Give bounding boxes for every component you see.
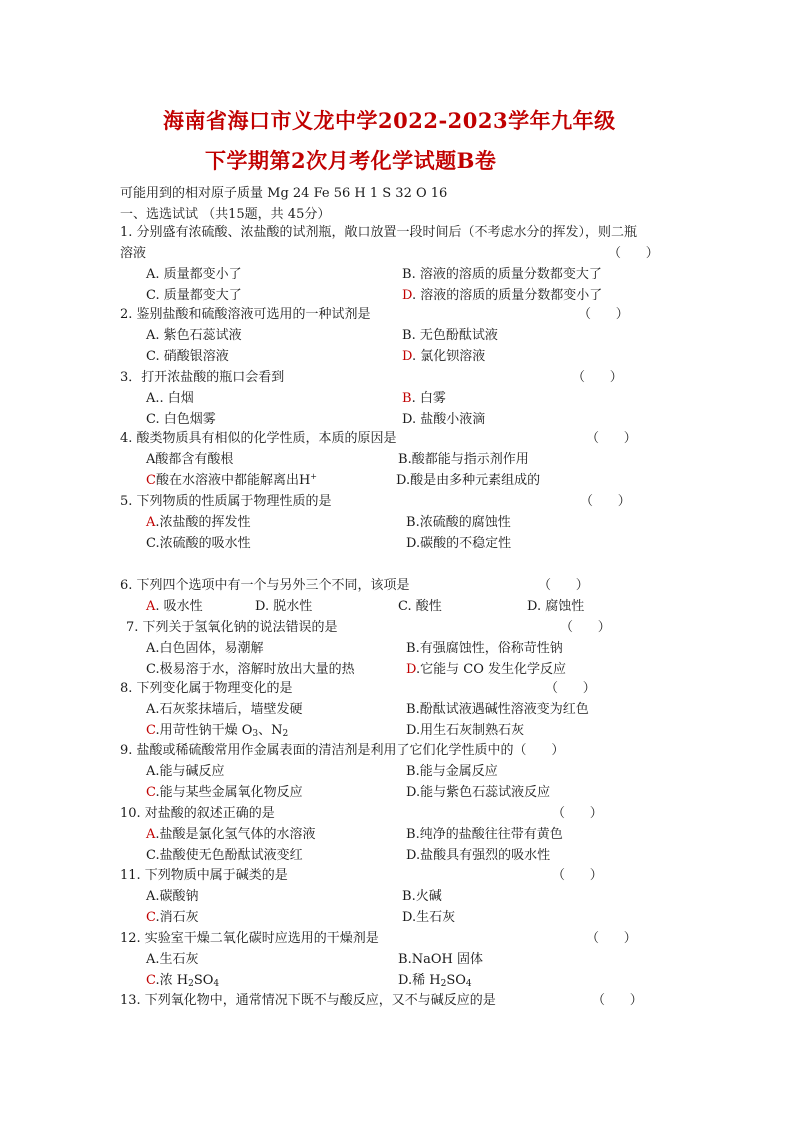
question-stem: 10. 对盐酸的叙述正确的是 (120, 806, 275, 821)
option-d[interactable]: D.稀 $H_2SO_4$ (398, 973, 472, 989)
option-a[interactable]: A. 紫色石蕊试液 (146, 328, 242, 343)
question-stem: 13. 下列氧化物中，通常情况下既不与酸反应，又不与碱反应的是 (120, 993, 496, 1008)
option-b[interactable]: B. 白雾 (402, 391, 446, 406)
option-b[interactable]: B.有强腐蚀性，俗称苛性钠 (406, 641, 563, 656)
subscript-2: 2 (440, 979, 447, 989)
option-d[interactable]: D.用生石灰制熟石灰 (406, 723, 525, 738)
atomic-mass-info: 可能用到的相对原子质量 Mg 24 Fe 56 H 1 S 32 O 16 (120, 186, 448, 201)
option-a[interactable]: A.. 白烟 (146, 391, 194, 406)
question-stem: 3．打开浓盐酸的瓶口会看到 (120, 370, 285, 385)
option-a[interactable]: A.盐酸是氯化氢气体的水溶液 (146, 827, 316, 842)
answer-blank[interactable]: （ ） (586, 931, 637, 946)
option-d[interactable]: D. 溶液的溶质的质量分数都变小了 (402, 288, 603, 303)
option-d[interactable]: D.盐酸具有强烈的吸水性 (406, 848, 551, 863)
question-7 (120, 617, 680, 680)
option-b[interactable]: B.能与金属反应 (406, 764, 498, 779)
question-stem: 8. 下列变化属于物理变化的是 (120, 681, 293, 696)
option-c[interactable]: C.能与某些金属氧化物反应 (146, 785, 303, 800)
option-a[interactable]: A. 质量都变小了 (146, 267, 242, 282)
question-13 (120, 990, 680, 1011)
option-a[interactable]: A.能与碱反应 (146, 764, 225, 779)
answer-blank[interactable]: （ ） (513, 743, 565, 758)
question-stem: 4. 酸类物质具有相似的化学性质，本质的原因是 (120, 431, 397, 446)
option-b[interactable]: B.NaOH 固体 (398, 952, 483, 967)
question-stem: 7. 下列关于氢氧化钠的说法错误的是 (126, 620, 338, 635)
question-10 (120, 803, 680, 866)
option-d[interactable]: D.碳酸的不稳定性 (406, 536, 512, 551)
answer-blank[interactable]: （ ） (578, 307, 629, 322)
option-c[interactable]: C.盐酸使无色酚酞试液变红 (146, 848, 303, 863)
option-b[interactable]: B.纯净的盐酸往往带有黄色 (406, 827, 563, 842)
answer-blank[interactable]: （ ） (552, 868, 603, 883)
option-b[interactable]: B.浓硫酸的腐蚀性 (406, 515, 511, 530)
question-6 (120, 575, 680, 617)
question-stem: 11. 下列物质中属于碱类的是 (120, 868, 288, 883)
option-c[interactable]: C. 硝酸银溶液 (146, 349, 229, 364)
question-11 (120, 865, 680, 928)
question-stem: 5. 下列物质的性质属于物理性质的是 (120, 494, 332, 509)
section-heading: 一、选选试试 （共15题，共 45分） (120, 207, 331, 222)
option-d[interactable]: D.酸是由多种元素组成的 (396, 473, 541, 488)
option-d[interactable]: D. 盐酸小液滴 (402, 412, 486, 427)
option-b[interactable]: B.火碱 (402, 889, 442, 904)
question-5 (120, 491, 680, 554)
question-1 (120, 222, 680, 306)
question-9 (120, 740, 680, 803)
option-c[interactable]: C. 酸性 (398, 599, 442, 614)
question-12 (120, 928, 680, 991)
option-d[interactable]: D.能与紫色石蕊试液反应 (406, 785, 551, 800)
option-a[interactable]: A. 吸水性 (146, 599, 203, 614)
question-stem: 2. 鉴别盐酸和硫酸溶液可选用的一种试剂是 (120, 307, 371, 322)
answer-blank[interactable]: （ ） (572, 370, 623, 385)
exam-title-line2: 下学期第2次月考化学试题B卷 (205, 148, 497, 173)
option-b[interactable]: B.酚酞试液遇碱性溶液变为红色 (406, 702, 589, 717)
question-stem: 12. 实验室干燥二氧化碳时应选用的干燥剂是 (120, 931, 379, 946)
subscript-2: 2 (188, 979, 194, 989)
question-3 (120, 367, 680, 430)
option-b[interactable]: B.酸都能与指示剂作用 (398, 452, 529, 467)
option-a[interactable]: A.碳酸钠 (146, 889, 199, 904)
option-c[interactable]: C. 白色烟雾 (146, 412, 216, 427)
answer-blank[interactable]: （ ） (586, 431, 637, 446)
question-4 (120, 428, 680, 491)
question-stem: 9. 盐酸或稀硫酸常用作金属表面的清洁剂是利用了它们化学性质中的 (120, 743, 514, 758)
answer-blank[interactable]: （ ） (580, 494, 631, 509)
question-2 (120, 304, 680, 367)
option-c[interactable]: C酸在水溶液中都能解离出H+ (146, 472, 317, 488)
option-a[interactable]: A酸都含有酸根 (146, 452, 234, 467)
answer-blank[interactable]: （ ） (608, 246, 659, 261)
option-b[interactable]: B. 无色酚酞试液 (402, 328, 498, 343)
question-stem-cont: 溶液 (120, 246, 147, 261)
formula-so: SO (446, 973, 466, 988)
option-d[interactable]: D.生石灰 (402, 910, 456, 925)
option-a[interactable]: A.石灰浆抹墙后，墙壁发硬 (146, 702, 303, 717)
option-d[interactable]: D. 腐蚀性 (527, 599, 585, 614)
option-c[interactable]: C.极易溶于水，溶解时放出大量的热 (146, 662, 355, 677)
option-d[interactable]: D. 氯化钡溶液 (402, 349, 486, 364)
option-a[interactable]: A.白色固体，易潮解 (146, 641, 264, 656)
option-c[interactable]: C. 质量都变大了 (146, 288, 242, 303)
answer-blank[interactable]: （ ） (552, 806, 603, 821)
exam-title-line1: 海南省海口市义龙中学2022-2023学年九年级 (163, 108, 616, 133)
answer-blank[interactable]: （ ） (545, 681, 596, 696)
option-d[interactable]: D.它能与 CO 发生化学反应 (406, 662, 566, 677)
answer-blank[interactable]: （ ） (538, 578, 589, 593)
option-c[interactable]: C.用苛性钠干燥 $O_3$、$N_2$ (146, 723, 289, 739)
option-c[interactable]: C.浓硫酸的吸水性 (146, 536, 251, 551)
answer-blank[interactable]: （ ） (592, 993, 643, 1008)
option-a[interactable]: A.浓盐酸的挥发性 (146, 515, 251, 530)
option-b[interactable]: B. 溶液的溶质的质量分数都变大了 (402, 267, 602, 282)
question-stem: 6. 下列四个选项中有一个与另外三个不同，该项是 (120, 578, 410, 593)
option-c[interactable]: C.消石灰 (146, 910, 199, 925)
formula-so: SO (193, 973, 214, 988)
option-b[interactable]: D. 脱水性 (255, 599, 313, 614)
answer-blank[interactable]: （ ） (560, 620, 611, 635)
option-c[interactable]: C.浓 $H_2SO_4$ (146, 973, 220, 989)
option-a[interactable]: A.生石灰 (146, 952, 199, 967)
question-8 (120, 678, 680, 741)
question-stem: 1. 分别盛有浓硫酸、浓盐酸的试剂瓶，敞口放置一段时间后（不考虑水分的挥发），则二瓶 (120, 225, 638, 240)
